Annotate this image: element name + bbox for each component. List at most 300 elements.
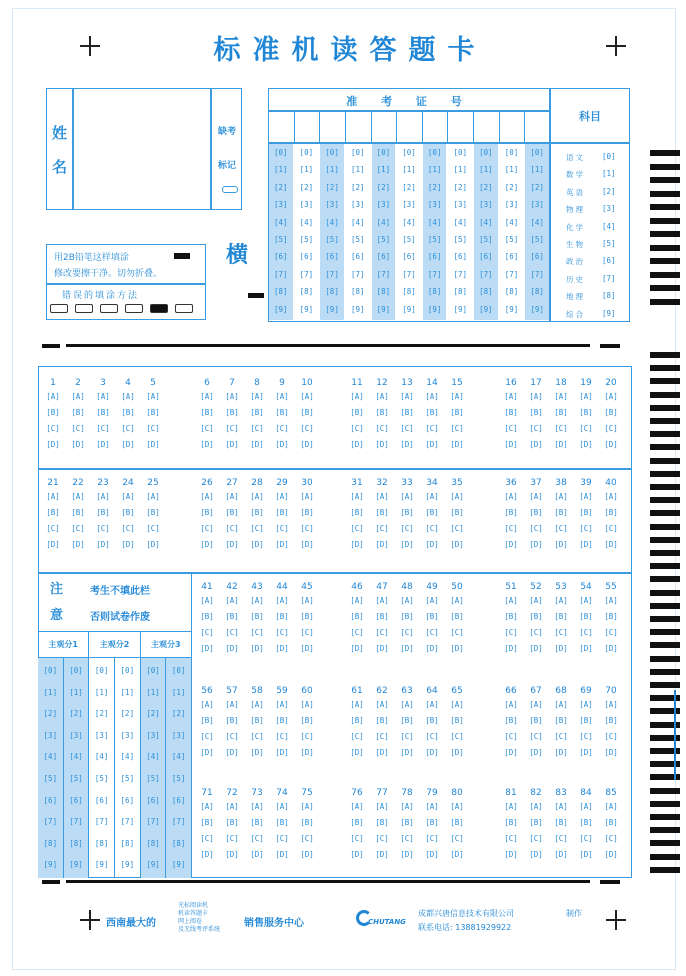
- answer-bubble[interactable]: [421, 832, 443, 846]
- answer-bubble[interactable]: [271, 800, 293, 814]
- subjective-score-bubble[interactable]: [7]: [69, 817, 83, 827]
- answer-bubble[interactable]: [221, 698, 243, 712]
- answer-bubble[interactable]: [271, 832, 293, 846]
- answer-bubble[interactable]: [246, 730, 268, 744]
- answer-bubble[interactable]: [42, 506, 64, 520]
- exam-id-bubble[interactable]: [269, 270, 293, 279]
- answer-bubble[interactable]: [446, 490, 468, 504]
- answer-bubble[interactable]: [525, 594, 547, 608]
- subjective-score-bubble[interactable]: [9]: [146, 860, 160, 870]
- answer-bubble[interactable]: [296, 610, 318, 624]
- exam-id-bubble[interactable]: [320, 235, 344, 244]
- exam-id-bubble[interactable]: [448, 148, 472, 157]
- answer-bubble[interactable]: [525, 800, 547, 814]
- answer-bubble[interactable]: [600, 746, 622, 760]
- answer-bubble[interactable]: [296, 626, 318, 640]
- exam-id-bubble[interactable]: [269, 200, 293, 209]
- exam-id-bubble[interactable]: [372, 252, 396, 261]
- answer-bubble[interactable]: [142, 390, 164, 404]
- exam-id-bubble[interactable]: [269, 252, 293, 261]
- exam-id-bubble[interactable]: [525, 287, 549, 296]
- subjective-score-bubble[interactable]: [0]: [171, 666, 186, 675]
- exam-id-bubble[interactable]: [525, 235, 549, 244]
- answer-bubble[interactable]: [575, 626, 597, 640]
- answer-bubble[interactable]: [271, 490, 293, 504]
- answer-bubble[interactable]: [117, 506, 139, 520]
- answer-bubble[interactable]: [346, 642, 368, 656]
- answer-bubble[interactable]: [550, 390, 572, 404]
- subjective-score-bubble[interactable]: [1]: [146, 687, 160, 697]
- answer-bubble[interactable]: [142, 422, 164, 436]
- answer-bubble[interactable]: [396, 730, 418, 744]
- answer-bubble[interactable]: [550, 816, 572, 830]
- exam-id-bubble[interactable]: [346, 200, 370, 209]
- answer-bubble[interactable]: [346, 406, 368, 420]
- answer-bubble[interactable]: [221, 642, 243, 656]
- exam-id-bubble[interactable]: [525, 270, 549, 279]
- answer-bubble[interactable]: [550, 746, 572, 760]
- subjective-score-bubble[interactable]: [3]: [43, 730, 58, 740]
- answer-bubble[interactable]: [371, 610, 393, 624]
- answer-bubble[interactable]: [92, 538, 114, 552]
- subjective-score-bubble[interactable]: [7]: [171, 817, 186, 827]
- answer-bubble[interactable]: [296, 832, 318, 846]
- exam-id-bubble[interactable]: [269, 287, 293, 296]
- answer-bubble[interactable]: [271, 538, 293, 552]
- exam-id-bubble[interactable]: [269, 305, 293, 314]
- subjective-score-bubble[interactable]: [1]: [94, 687, 109, 697]
- answer-bubble[interactable]: [421, 490, 443, 504]
- answer-bubble[interactable]: [575, 538, 597, 552]
- exam-id-bubble[interactable]: [372, 235, 396, 244]
- answer-bubble[interactable]: [221, 714, 243, 728]
- answer-bubble[interactable]: [371, 594, 393, 608]
- answer-bubble[interactable]: [600, 490, 622, 504]
- exam-id-bubble[interactable]: [525, 252, 549, 261]
- answer-bubble[interactable]: [396, 390, 418, 404]
- exam-id-bubble[interactable]: [423, 270, 447, 279]
- exam-id-bubble[interactable]: [500, 148, 524, 157]
- exam-id-bubble[interactable]: [474, 165, 498, 174]
- answer-bubble[interactable]: [600, 506, 622, 520]
- answer-bubble[interactable]: [396, 506, 418, 520]
- exam-id-bubble[interactable]: [372, 305, 396, 314]
- answer-bubble[interactable]: [67, 538, 89, 552]
- answer-bubble[interactable]: [550, 642, 572, 656]
- subjective-score-bubble[interactable]: [1]: [120, 687, 135, 697]
- answer-bubble[interactable]: [600, 642, 622, 656]
- answer-bubble[interactable]: [600, 714, 622, 728]
- answer-bubble[interactable]: [396, 522, 418, 536]
- answer-bubble[interactable]: [196, 406, 218, 420]
- subjective-score-bubble[interactable]: [6]: [69, 795, 83, 805]
- answer-bubble[interactable]: [446, 626, 468, 640]
- answer-bubble[interactable]: [396, 698, 418, 712]
- answer-bubble[interactable]: [221, 800, 243, 814]
- subjective-score-bubble[interactable]: [9]: [120, 860, 135, 870]
- answer-bubble[interactable]: [550, 594, 572, 608]
- subjective-score-bubble[interactable]: [7]: [94, 817, 109, 827]
- answer-bubble[interactable]: [246, 594, 268, 608]
- answer-bubble[interactable]: [221, 848, 243, 862]
- answer-bubble[interactable]: [246, 714, 268, 728]
- answer-bubble[interactable]: [296, 698, 318, 712]
- answer-bubble[interactable]: [92, 490, 114, 504]
- answer-bubble[interactable]: [550, 800, 572, 814]
- answer-bubble[interactable]: [600, 610, 622, 624]
- exam-id-bubble[interactable]: [525, 200, 549, 209]
- answer-bubble[interactable]: [271, 626, 293, 640]
- answer-bubble[interactable]: [575, 832, 597, 846]
- answer-bubble[interactable]: [271, 642, 293, 656]
- exam-id-bubble[interactable]: [269, 218, 293, 227]
- answer-bubble[interactable]: [196, 538, 218, 552]
- answer-bubble[interactable]: [246, 746, 268, 760]
- subject-bubble[interactable]: [4]: [602, 221, 616, 231]
- answer-bubble[interactable]: [221, 506, 243, 520]
- answer-bubble[interactable]: [92, 438, 114, 452]
- subjective-score-bubble[interactable]: [5]: [146, 774, 160, 783]
- answer-bubble[interactable]: [346, 848, 368, 862]
- exam-id-bubble[interactable]: [423, 148, 447, 157]
- answer-bubble[interactable]: [221, 422, 243, 436]
- answer-bubble[interactable]: [67, 490, 89, 504]
- exam-id-bubble[interactable]: [295, 183, 319, 192]
- exam-id-bubble[interactable]: [448, 218, 472, 227]
- subjective-score-bubble[interactable]: [6]: [146, 795, 160, 805]
- answer-bubble[interactable]: [500, 538, 522, 552]
- answer-bubble[interactable]: [575, 594, 597, 608]
- answer-bubble[interactable]: [371, 698, 393, 712]
- answer-bubble[interactable]: [196, 730, 218, 744]
- exam-id-bubble[interactable]: [346, 305, 370, 314]
- answer-bubble[interactable]: [246, 406, 268, 420]
- answer-bubble[interactable]: [271, 816, 293, 830]
- answer-bubble[interactable]: [221, 832, 243, 846]
- answer-bubble[interactable]: [371, 506, 393, 520]
- answer-bubble[interactable]: [500, 594, 522, 608]
- answer-bubble[interactable]: [446, 538, 468, 552]
- exam-id-bubble[interactable]: [269, 235, 293, 244]
- answer-bubble[interactable]: [296, 438, 318, 452]
- exam-id-bubble[interactable]: [500, 252, 524, 261]
- subjective-score-bubble[interactable]: [2]: [94, 709, 109, 719]
- answer-bubble[interactable]: [575, 390, 597, 404]
- answer-bubble[interactable]: [246, 438, 268, 452]
- subjective-score-bubble[interactable]: [0]: [43, 666, 58, 675]
- answer-bubble[interactable]: [196, 490, 218, 504]
- exam-id-bubble[interactable]: [448, 252, 472, 261]
- answer-bubble[interactable]: [396, 832, 418, 846]
- answer-bubble[interactable]: [550, 490, 572, 504]
- answer-bubble[interactable]: [500, 422, 522, 436]
- answer-bubble[interactable]: [500, 800, 522, 814]
- answer-bubble[interactable]: [421, 610, 443, 624]
- answer-bubble[interactable]: [421, 406, 443, 420]
- exam-id-bubble[interactable]: [346, 218, 370, 227]
- subjective-score-bubble[interactable]: [0]: [120, 666, 135, 675]
- subjective-score-bubble[interactable]: [4]: [120, 752, 135, 762]
- exam-id-bubble[interactable]: [269, 148, 293, 157]
- answer-bubble[interactable]: [42, 422, 64, 436]
- answer-bubble[interactable]: [396, 816, 418, 830]
- answer-bubble[interactable]: [142, 438, 164, 452]
- answer-bubble[interactable]: [371, 626, 393, 640]
- absent-mark-bubble[interactable]: [222, 186, 238, 193]
- answer-bubble[interactable]: [221, 730, 243, 744]
- answer-bubble[interactable]: [296, 848, 318, 862]
- answer-bubble[interactable]: [500, 746, 522, 760]
- exam-id-bubble[interactable]: [295, 200, 319, 209]
- exam-id-bubble[interactable]: [448, 270, 472, 279]
- exam-id-bubble[interactable]: [320, 252, 344, 261]
- answer-bubble[interactable]: [525, 406, 547, 420]
- exam-id-bubble[interactable]: [320, 287, 344, 296]
- exam-id-bubble[interactable]: [295, 305, 319, 314]
- answer-bubble[interactable]: [296, 594, 318, 608]
- answer-bubble[interactable]: [196, 832, 218, 846]
- answer-bubble[interactable]: [117, 406, 139, 420]
- answer-bubble[interactable]: [346, 506, 368, 520]
- exam-id-bubble[interactable]: [525, 218, 549, 227]
- answer-bubble[interactable]: [525, 506, 547, 520]
- answer-bubble[interactable]: [525, 490, 547, 504]
- exam-id-bubble[interactable]: [295, 165, 319, 174]
- answer-bubble[interactable]: [296, 390, 318, 404]
- exam-id-bubble[interactable]: [372, 287, 396, 296]
- answer-bubble[interactable]: [525, 610, 547, 624]
- answer-bubble[interactable]: [196, 816, 218, 830]
- exam-id-bubble[interactable]: [525, 148, 549, 157]
- exam-id-bubble[interactable]: [397, 165, 421, 174]
- answer-bubble[interactable]: [346, 594, 368, 608]
- answer-bubble[interactable]: [446, 406, 468, 420]
- subject-bubble[interactable]: [1]: [602, 169, 616, 179]
- answer-bubble[interactable]: [221, 816, 243, 830]
- answer-bubble[interactable]: [196, 714, 218, 728]
- answer-bubble[interactable]: [271, 746, 293, 760]
- answer-bubble[interactable]: [600, 406, 622, 420]
- exam-id-bubble[interactable]: [525, 165, 549, 174]
- exam-id-bubble[interactable]: [448, 305, 472, 314]
- answer-bubble[interactable]: [221, 438, 243, 452]
- answer-bubble[interactable]: [550, 730, 572, 744]
- answer-bubble[interactable]: [396, 594, 418, 608]
- subjective-score-bubble[interactable]: [2]: [146, 709, 160, 719]
- subjective-score-bubble[interactable]: [5]: [94, 774, 109, 783]
- answer-bubble[interactable]: [500, 406, 522, 420]
- answer-bubble[interactable]: [575, 848, 597, 862]
- answer-bubble[interactable]: [221, 538, 243, 552]
- subjective-score-bubble[interactable]: [7]: [120, 817, 135, 827]
- answer-bubble[interactable]: [346, 800, 368, 814]
- answer-bubble[interactable]: [421, 730, 443, 744]
- subjective-score-bubble[interactable]: [2]: [43, 709, 58, 719]
- answer-bubble[interactable]: [92, 506, 114, 520]
- answer-bubble[interactable]: [271, 594, 293, 608]
- answer-bubble[interactable]: [296, 406, 318, 420]
- exam-id-bubble[interactable]: [397, 287, 421, 296]
- answer-bubble[interactable]: [117, 422, 139, 436]
- answer-bubble[interactable]: [421, 594, 443, 608]
- answer-bubble[interactable]: [550, 610, 572, 624]
- answer-bubble[interactable]: [575, 714, 597, 728]
- answer-bubble[interactable]: [296, 730, 318, 744]
- subjective-score-bubble[interactable]: [4]: [146, 752, 160, 762]
- answer-bubble[interactable]: [421, 538, 443, 552]
- answer-bubble[interactable]: [525, 698, 547, 712]
- exam-id-bubble[interactable]: [500, 183, 524, 192]
- answer-bubble[interactable]: [446, 642, 468, 656]
- answer-bubble[interactable]: [221, 522, 243, 536]
- answer-bubble[interactable]: [600, 438, 622, 452]
- answer-bubble[interactable]: [421, 438, 443, 452]
- answer-bubble[interactable]: [600, 594, 622, 608]
- answer-bubble[interactable]: [500, 730, 522, 744]
- answer-bubble[interactable]: [421, 800, 443, 814]
- answer-bubble[interactable]: [600, 816, 622, 830]
- answer-bubble[interactable]: [575, 746, 597, 760]
- answer-bubble[interactable]: [421, 390, 443, 404]
- answer-bubble[interactable]: [500, 816, 522, 830]
- answer-bubble[interactable]: [500, 698, 522, 712]
- answer-bubble[interactable]: [525, 730, 547, 744]
- exam-id-bubble[interactable]: [423, 218, 447, 227]
- answer-bubble[interactable]: [371, 800, 393, 814]
- answer-bubble[interactable]: [600, 848, 622, 862]
- answer-bubble[interactable]: [196, 390, 218, 404]
- subjective-score-bubble[interactable]: [2]: [171, 709, 186, 719]
- exam-id-bubble[interactable]: [397, 235, 421, 244]
- answer-bubble[interactable]: [296, 422, 318, 436]
- answer-bubble[interactable]: [525, 832, 547, 846]
- answer-bubble[interactable]: [196, 506, 218, 520]
- answer-bubble[interactable]: [575, 610, 597, 624]
- answer-bubble[interactable]: [421, 816, 443, 830]
- subject-bubble[interactable]: [0]: [602, 152, 616, 161]
- exam-id-bubble[interactable]: [295, 235, 319, 244]
- answer-bubble[interactable]: [396, 422, 418, 436]
- answer-bubble[interactable]: [500, 642, 522, 656]
- answer-bubble[interactable]: [421, 506, 443, 520]
- answer-bubble[interactable]: [117, 522, 139, 536]
- subjective-score-bubble[interactable]: [6]: [171, 795, 186, 805]
- answer-bubble[interactable]: [525, 422, 547, 436]
- exam-id-bubble[interactable]: [320, 218, 344, 227]
- answer-bubble[interactable]: [271, 848, 293, 862]
- exam-id-bubble[interactable]: [474, 235, 498, 244]
- subjective-score-bubble[interactable]: [0]: [94, 666, 109, 675]
- answer-bubble[interactable]: [550, 698, 572, 712]
- answer-bubble[interactable]: [196, 800, 218, 814]
- exam-id-bubble[interactable]: [423, 287, 447, 296]
- answer-bubble[interactable]: [271, 730, 293, 744]
- answer-bubble[interactable]: [421, 698, 443, 712]
- answer-bubble[interactable]: [271, 390, 293, 404]
- exam-id-bubble[interactable]: [525, 305, 549, 314]
- answer-bubble[interactable]: [117, 490, 139, 504]
- answer-bubble[interactable]: [221, 746, 243, 760]
- answer-bubble[interactable]: [421, 422, 443, 436]
- answer-bubble[interactable]: [67, 422, 89, 436]
- exam-id-bubble[interactable]: [474, 200, 498, 209]
- exam-id-bubble[interactable]: [474, 183, 498, 192]
- answer-bubble[interactable]: [246, 832, 268, 846]
- answer-bubble[interactable]: [196, 848, 218, 862]
- subjective-score-bubble[interactable]: [6]: [43, 795, 58, 805]
- answer-bubble[interactable]: [550, 506, 572, 520]
- subjective-score-bubble[interactable]: [3]: [69, 730, 83, 740]
- answer-bubble[interactable]: [575, 800, 597, 814]
- exam-id-bubble[interactable]: [397, 200, 421, 209]
- answer-bubble[interactable]: [500, 848, 522, 862]
- answer-bubble[interactable]: [67, 390, 89, 404]
- answer-bubble[interactable]: [246, 800, 268, 814]
- answer-bubble[interactable]: [371, 522, 393, 536]
- answer-bubble[interactable]: [600, 522, 622, 536]
- subjective-score-bubble[interactable]: [8]: [146, 838, 160, 848]
- subject-bubble[interactable]: [9]: [602, 308, 616, 318]
- answer-bubble[interactable]: [446, 698, 468, 712]
- answer-bubble[interactable]: [446, 714, 468, 728]
- answer-bubble[interactable]: [421, 642, 443, 656]
- exam-id-bubble[interactable]: [346, 252, 370, 261]
- exam-id-bubble[interactable]: [423, 305, 447, 314]
- answer-bubble[interactable]: [371, 406, 393, 420]
- answer-bubble[interactable]: [575, 816, 597, 830]
- answer-bubble[interactable]: [500, 714, 522, 728]
- answer-bubble[interactable]: [371, 816, 393, 830]
- answer-bubble[interactable]: [221, 490, 243, 504]
- exam-id-bubble[interactable]: [500, 235, 524, 244]
- exam-id-bubble[interactable]: [423, 183, 447, 192]
- subject-bubble[interactable]: [3]: [602, 204, 616, 214]
- exam-id-bubble[interactable]: [295, 287, 319, 296]
- answer-bubble[interactable]: [196, 610, 218, 624]
- exam-id-bubble[interactable]: [295, 148, 319, 157]
- answer-bubble[interactable]: [296, 746, 318, 760]
- answer-bubble[interactable]: [246, 816, 268, 830]
- exam-id-bubble[interactable]: [474, 218, 498, 227]
- subjective-score-bubble[interactable]: [3]: [94, 730, 109, 740]
- exam-id-bubble[interactable]: [295, 270, 319, 279]
- answer-bubble[interactable]: [421, 746, 443, 760]
- exam-id-bubble[interactable]: [320, 148, 344, 157]
- answer-bubble[interactable]: [246, 626, 268, 640]
- subjective-score-bubble[interactable]: [3]: [120, 730, 135, 740]
- answer-bubble[interactable]: [92, 422, 114, 436]
- subjective-score-bubble[interactable]: [9]: [43, 860, 58, 870]
- exam-id-bubble[interactable]: [346, 183, 370, 192]
- exam-id-bubble[interactable]: [474, 148, 498, 157]
- exam-id-bubble[interactable]: [372, 218, 396, 227]
- subject-bubble[interactable]: [5]: [602, 239, 616, 248]
- answer-bubble[interactable]: [446, 610, 468, 624]
- answer-bubble[interactable]: [550, 714, 572, 728]
- answer-bubble[interactable]: [271, 506, 293, 520]
- answer-bubble[interactable]: [500, 522, 522, 536]
- answer-bubble[interactable]: [346, 730, 368, 744]
- answer-bubble[interactable]: [246, 698, 268, 712]
- subjective-score-bubble[interactable]: [8]: [120, 838, 135, 848]
- subjective-score-bubble[interactable]: [1]: [43, 687, 58, 697]
- answer-bubble[interactable]: [42, 538, 64, 552]
- answer-bubble[interactable]: [500, 490, 522, 504]
- subjective-score-bubble[interactable]: [4]: [69, 752, 83, 762]
- subjective-score-bubble[interactable]: [7]: [146, 817, 160, 827]
- answer-bubble[interactable]: [525, 714, 547, 728]
- answer-bubble[interactable]: [196, 746, 218, 760]
